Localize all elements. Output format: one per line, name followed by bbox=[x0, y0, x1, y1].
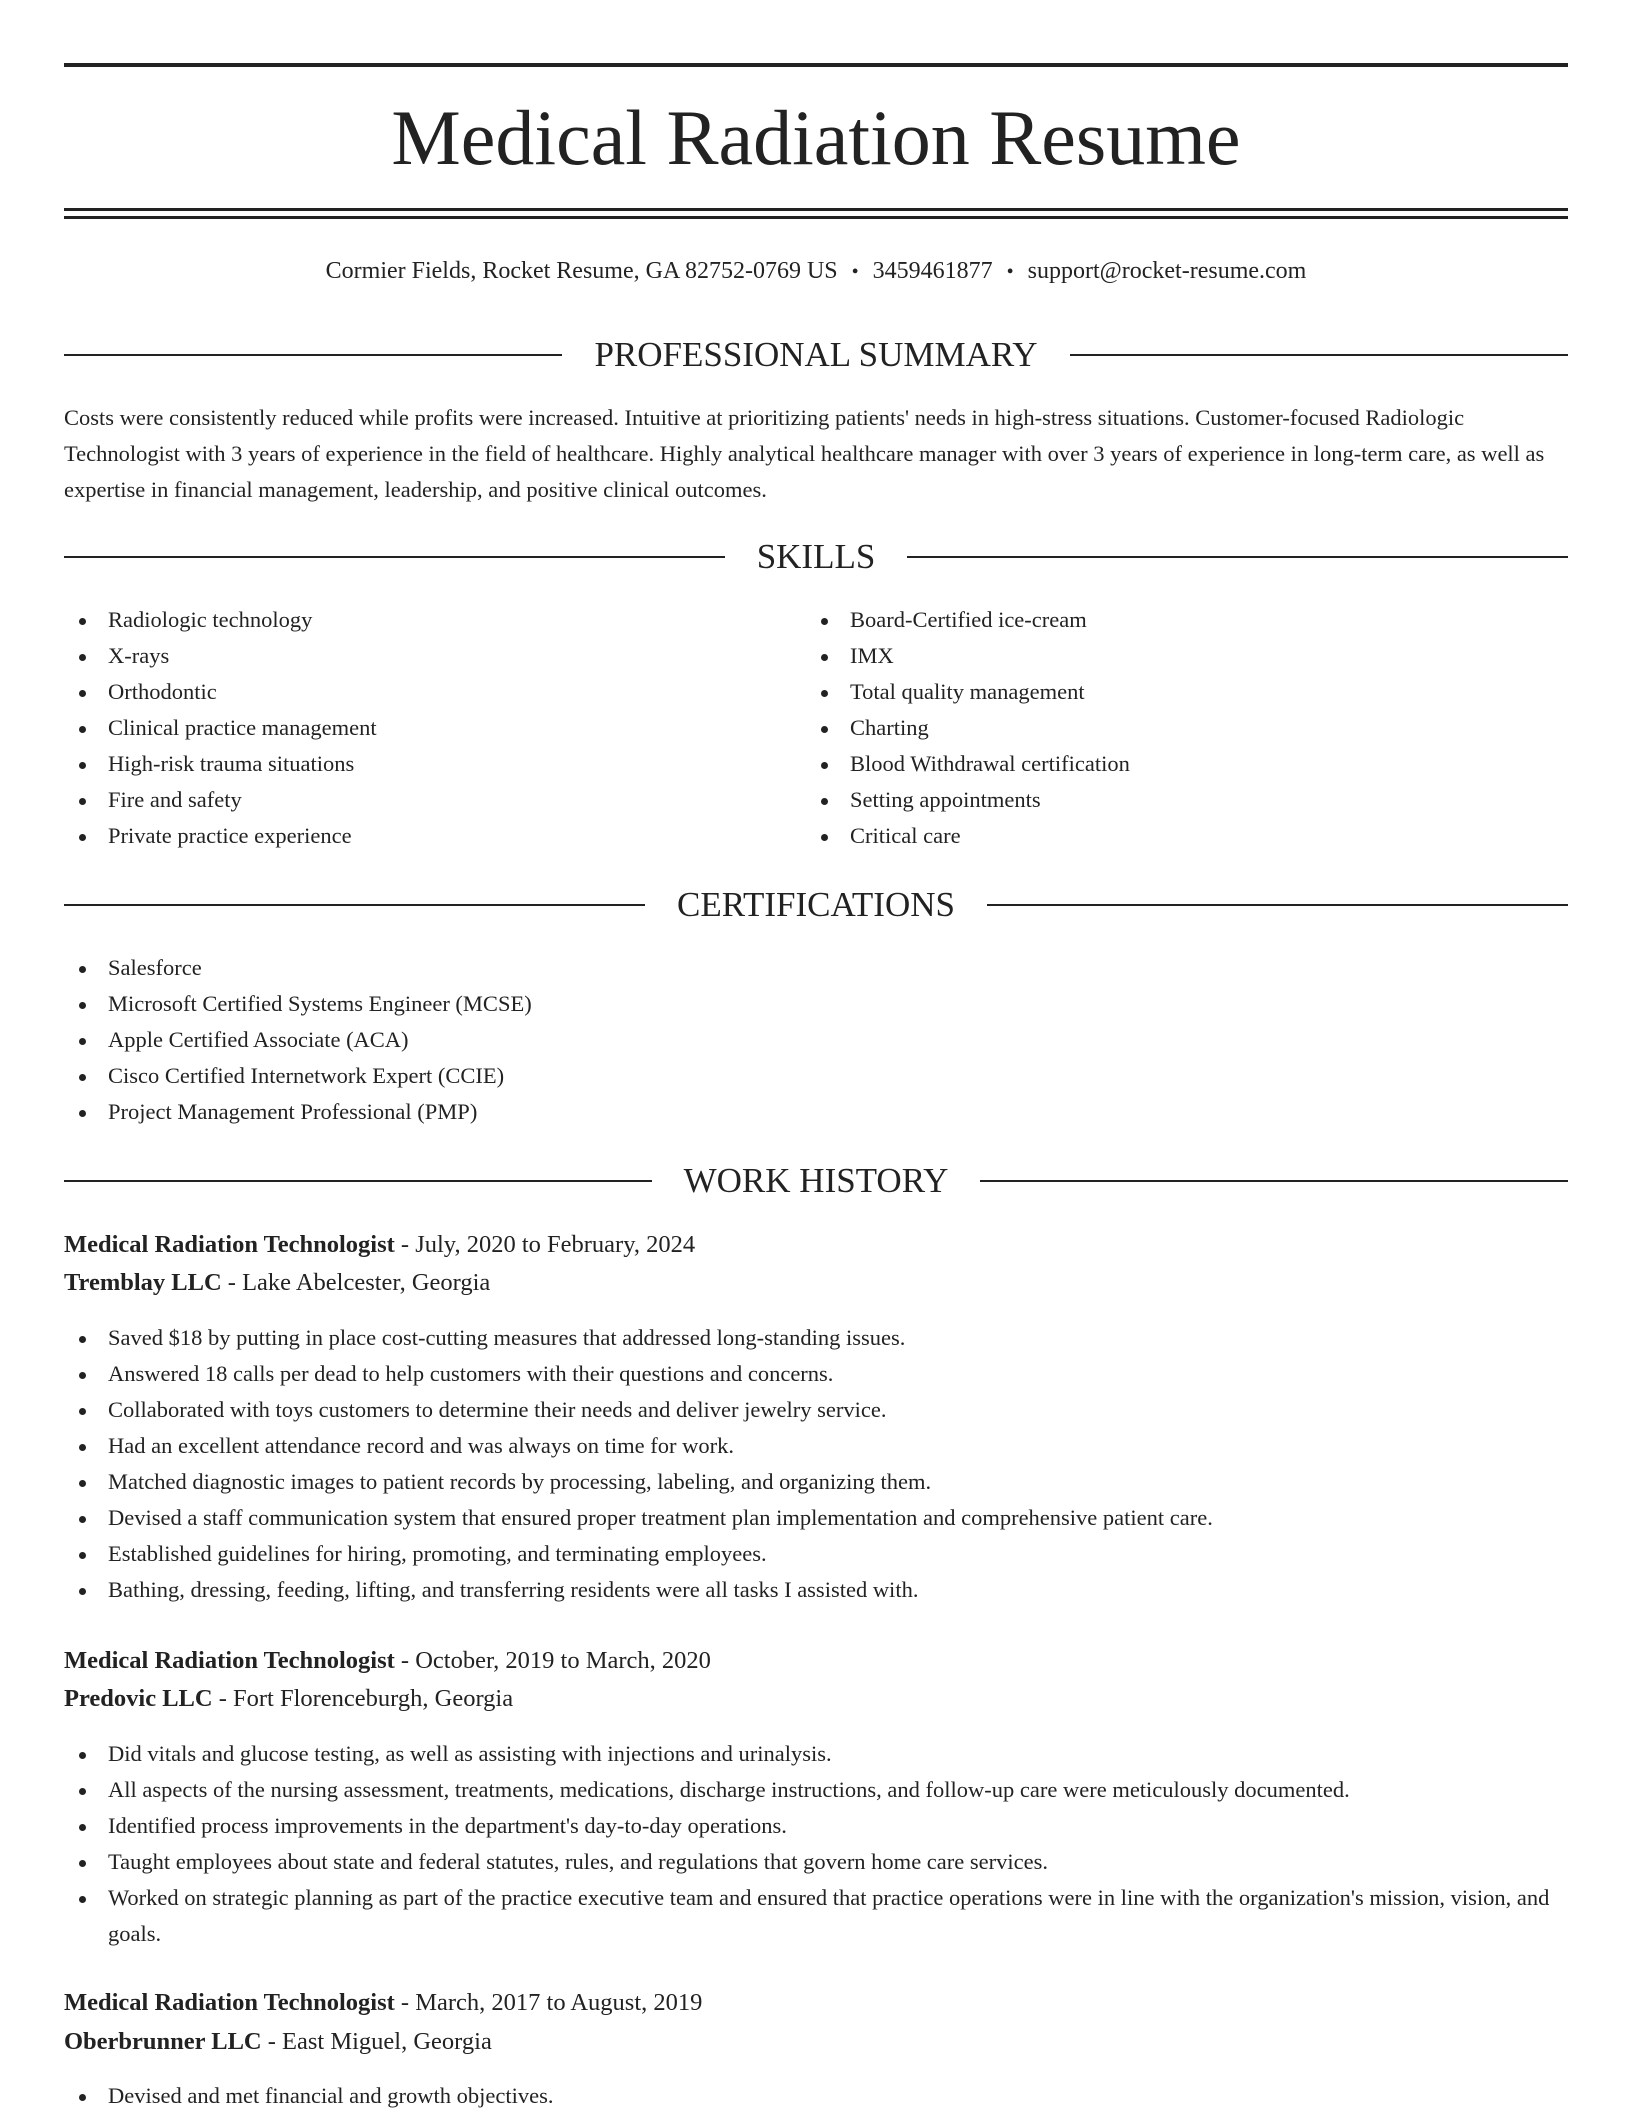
section-rule bbox=[907, 556, 1568, 558]
job-dates: - October, 2019 to March, 2020 bbox=[394, 1647, 711, 1674]
job-title-line bbox=[64, 1642, 1568, 1680]
section-rule bbox=[987, 904, 1568, 906]
skill-item: Charting bbox=[806, 710, 1566, 746]
skill-item: Private practice experience bbox=[64, 818, 804, 854]
skills-list-left bbox=[64, 602, 804, 854]
skill-item: High-risk trauma situations bbox=[64, 746, 804, 782]
job-location: - East Miguel, Georgia bbox=[261, 2028, 492, 2055]
job-duty-item: Taught employees about state and federal statutes, rules, and regulations that govern home care services. bbox=[64, 1844, 1568, 1880]
section-header-certifications bbox=[64, 883, 1568, 927]
job-company: Predovic LLC bbox=[64, 1685, 213, 1712]
job-company-line bbox=[64, 1264, 1568, 1302]
section-rule bbox=[64, 354, 562, 356]
contact-line bbox=[64, 254, 1568, 289]
job-company-line bbox=[64, 1680, 1568, 1718]
section-header-skills bbox=[64, 535, 1568, 579]
job-duty-item: Collaborated with toys customers to determine their needs and deliver jewelry service. bbox=[64, 1392, 1568, 1428]
job-location: - Lake Abelcester, Georgia bbox=[221, 1269, 491, 1296]
job-duty-item: Bathing, dressing, feeding, lifting, and transferring residents were all tasks I assisted with. bbox=[64, 1572, 1568, 1608]
section-title-skills: SKILLS bbox=[756, 537, 876, 576]
job-duty-item: Worked on strategic planning as part of the practice executive team and ensured that practice operations were in line with the organization's mission, vision, and goals. bbox=[64, 1880, 1568, 1952]
job-dates: - July, 2020 to February, 2024 bbox=[394, 1231, 696, 1258]
section-title-summary: PROFESSIONAL SUMMARY bbox=[594, 335, 1038, 374]
title-rule-lower bbox=[64, 216, 1568, 219]
skill-item: Fire and safety bbox=[64, 782, 804, 818]
job-title-line bbox=[64, 1226, 1568, 1264]
contact-separator: • bbox=[851, 261, 859, 283]
job-title: Medical Radiation Technologist bbox=[64, 1989, 395, 2016]
contact-separator: • bbox=[1006, 261, 1014, 283]
job-duty-item: Matched diagnostic images to patient records by processing, labeling, and organizing them. bbox=[64, 1464, 1568, 1500]
certification-item: Salesforce bbox=[64, 950, 1568, 986]
job-location: - Fort Florenceburgh, Georgia bbox=[212, 1685, 514, 1712]
job-title: Medical Radiation Technologist bbox=[64, 1647, 395, 1674]
job-title-line bbox=[64, 1984, 1568, 2022]
section-header-summary bbox=[64, 333, 1568, 377]
job-company-line bbox=[64, 2023, 1568, 2061]
skill-item: Blood Withdrawal certification bbox=[806, 746, 1566, 782]
skill-item: Orthodontic bbox=[64, 674, 804, 710]
skill-item: Board-Certified ice-cream bbox=[806, 602, 1566, 638]
contact-email: support@rocket-resume.com bbox=[1027, 258, 1307, 284]
job-duty-item: Had an excellent attendance record and was always on time for work. bbox=[64, 1428, 1568, 1464]
job-duties-list bbox=[64, 1320, 1568, 1608]
skill-item: IMX bbox=[806, 638, 1566, 674]
certification-item: Microsoft Certified Systems Engineer (MCSE) bbox=[64, 986, 1568, 1022]
section-header-work-history bbox=[64, 1159, 1568, 1203]
skill-item: Clinical practice management bbox=[64, 710, 804, 746]
certification-item: Apple Certified Associate (ACA) bbox=[64, 1022, 1568, 1058]
skill-item: Setting appointments bbox=[806, 782, 1566, 818]
certifications-list bbox=[64, 950, 1568, 1130]
job-duties-list bbox=[64, 2078, 1568, 2114]
job-duty-item: Saved $18 by putting in place cost-cutting measures that addressed long-standing issues. bbox=[64, 1320, 1568, 1356]
skill-item: Radiologic technology bbox=[64, 602, 804, 638]
contact-address: Cormier Fields, Rocket Resume, GA 82752-0769 US bbox=[325, 258, 838, 284]
job-duty-item: Established guidelines for hiring, promoting, and terminating employees. bbox=[64, 1536, 1568, 1572]
job-duty-item: All aspects of the nursing assessment, treatments, medications, discharge instructions, and follow-up care were meticulously documented. bbox=[64, 1772, 1568, 1808]
certification-item: Cisco Certified Internetwork Expert (CCIE) bbox=[64, 1058, 1568, 1094]
section-title-certifications: CERTIFICATIONS bbox=[677, 885, 955, 924]
top-rule bbox=[64, 63, 1568, 67]
title-rule-upper bbox=[64, 208, 1568, 211]
skill-item: Total quality management bbox=[806, 674, 1566, 710]
job-dates: - March, 2017 to August, 2019 bbox=[394, 1989, 703, 2016]
job-duty-item: Devised a staff communication system that ensured proper treatment plan implementation and comprehensive patient care. bbox=[64, 1500, 1568, 1536]
job-duties-list bbox=[64, 1736, 1568, 1952]
section-rule bbox=[980, 1180, 1568, 1182]
job-company: Oberbrunner LLC bbox=[64, 2028, 262, 2055]
section-rule bbox=[64, 904, 645, 906]
section-title-work-history: WORK HISTORY bbox=[683, 1161, 949, 1200]
skill-item: Critical care bbox=[806, 818, 1566, 854]
skills-list-right bbox=[806, 602, 1566, 854]
job-duty-item: Identified process improvements in the department's day-to-day operations. bbox=[64, 1808, 1568, 1844]
section-rule bbox=[64, 1180, 652, 1182]
job-duty-item: Devised and met financial and growth objectives. bbox=[64, 2078, 1568, 2114]
section-rule bbox=[1070, 354, 1568, 356]
certification-item: Project Management Professional (PMP) bbox=[64, 1094, 1568, 1130]
job-duty-item: Did vitals and glucose testing, as well as assisting with injections and urinalysis. bbox=[64, 1736, 1568, 1772]
section-rule bbox=[64, 556, 725, 558]
resume-title: Medical Radiation Resume bbox=[391, 94, 1241, 181]
summary-text: Costs were consistently reduced while profits were increased. Intuitive at prioritizing patients' needs in high-stress situations. Customer-focused Radiologic Technologist with 3 years of experience in the field of healthcare. Highly analytical healthcare manager with over 3 years of experience in long-term care, as well as expertise in financial management, leadership, and positive clinical outcomes. bbox=[64, 405, 1545, 502]
job-company: Tremblay LLC bbox=[64, 1269, 222, 1296]
contact-phone: 3459461877 bbox=[872, 258, 993, 284]
job-duty-item: Answered 18 calls per dead to help customers with their questions and concerns. bbox=[64, 1356, 1568, 1392]
job-title: Medical Radiation Technologist bbox=[64, 1231, 395, 1258]
skill-item: X-rays bbox=[64, 638, 804, 674]
